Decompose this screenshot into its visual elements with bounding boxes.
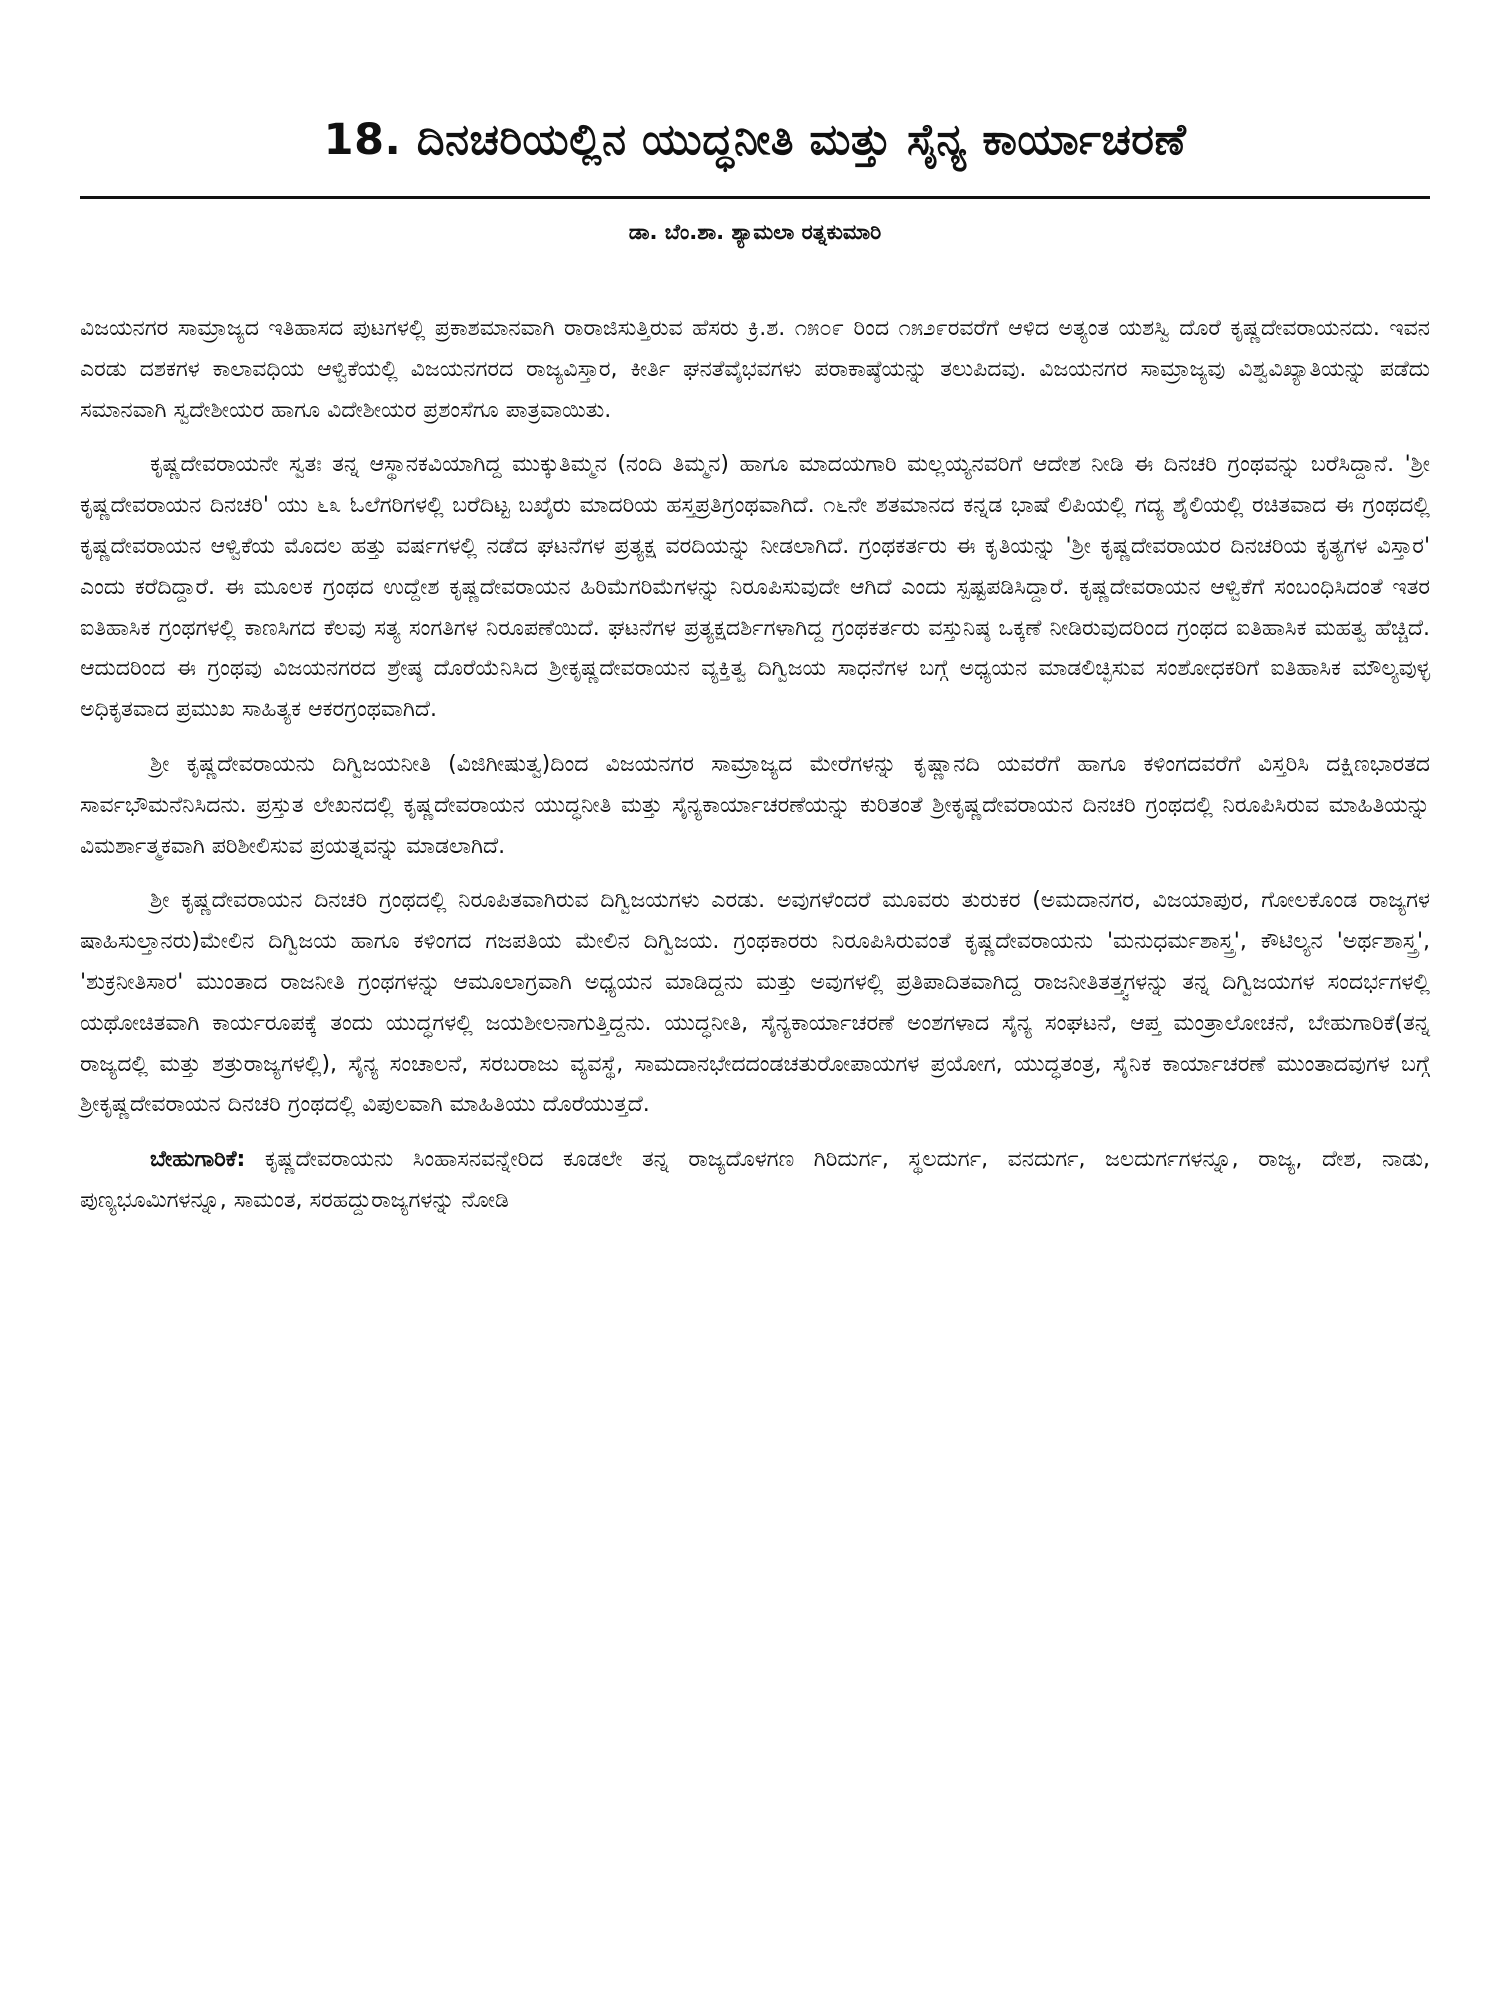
body-paragraph-4: ಶ್ರೀ ಕೃಷ್ಣದೇವರಾಯನ ದಿನಚರಿ ಗ್ರಂಥದಲ್ಲಿ ನಿರೂಪಿತವಾಗಿರುವ ದಿಗ್ವಿಜಯಗಳು ಎರಡು. ಅವುಗಳೆಂದರೆ ಮೂವರು ತುರುಕರ (ಅಮದಾನಗರ, ವಿಜಯಾಪುರ, ಗೋಲಕೊಂಡ ರಾಜ್ಯಗಳ ಷಾಹಿಸುಲ್ತಾನರು)ಮೇಲಿನ ದಿಗ್ವಿಜಯ ಹಾಗೂ ಕಳಿಂಗದ ಗಜಪತಿಯ ಮೇಲಿನ ದಿಗ್ವಿಜಯ. ಗ್ರಂಥಕಾರರು ನಿರೂಪಿಸಿರುವಂತೆ ಕೃಷ್ಣದೇವರಾಯನು 'ಮನುಧರ್ಮಶಾಸ್ತ್ರ', ಕೌಟಿಲ್ಯನ 'ಅರ್ಥಶಾಸ್ತ್ರ', 'ಶುಕ್ರನೀತಿಸಾರ' ಮುಂತಾದ ರಾಜನೀತಿ ಗ್ರಂಥಗಳನ್ನು ಆಮೂಲಾಗ್ರವಾಗಿ ಅಧ್ಯಯನ ಮಾಡಿದ್ದನು ಮತ್ತು ಅವುಗಳಲ್ಲಿ ಪ್ರತಿಪಾದಿತವಾಗಿದ್ದ ರಾಜನೀತಿತತ್ತ್ವಗಳನ್ನು ತನ್ನ ದಿಗ್ವಿಜಯಗಳ ಸಂದರ್ಭಗಳಲ್ಲಿ ಯಥೋಚಿತವಾಗಿ ಕಾರ್ಯರೂಪಕ್ಕೆ ತಂದು ಯುದ್ಧಗಳಲ್ಲಿ ಜಯಶೀಲನಾಗುತ್ತಿದ್ದನು. ಯುದ್ಧನೀತಿ, ಸೈನ್ಯಕಾರ್ಯಾಚರಣೆ ಅಂಶಗಳಾದ ಸೈನ್ಯ ಸಂಘಟನೆ, ಆಪ್ತ ಮಂತ್ರಾಲೋಚನೆ, ಬೇಹುಗಾರಿಕೆ(ತನ್ನ ರಾಜ್ಯದಲ್ಲಿ ಮತ್ತು ಶತ್ರುರಾಜ್ಯಗಳಲ್ಲಿ), ಸೈನ್ಯ ಸಂಚಾಲನೆ, ಸರಬರಾಜು ವ್ಯವಸ್ಥೆ, ಸಾಮದಾನಭೇದದಂಡಚತುರೋಪಾಯಗಳ ಪ್ರಯೋಗ, ಯುದ್ಧತಂತ್ರ, ಸೈನಿಕ ಕಾರ್ಯಾಚರಣೆ ಮುಂತಾದವುಗಳ ಬಗ್ಗೆ ಶ್ರೀಕೃಷ್ಣದೇವರಾಯನ ದಿನಚರಿ ಗ್ರಂಥದಲ್ಲಿ ವಿಪುಲವಾಗಿ ಮಾಹಿತಿಯು ದೊರೆಯುತ್ತದೆ.	[80, 888, 1430, 1118]
article-body	[80, 309, 1430, 1222]
body-paragraph-2: ಕೃಷ್ಣದೇವರಾಯನೇ ಸ್ವತಃ ತನ್ನ ಆಸ್ಥಾನಕವಿಯಾಗಿದ್ದ ಮುಕ್ಕುತಿಮ್ಮನ (ನಂದಿ ತಿಮ್ಮನ) ಹಾಗೂ ಮಾದಯಗಾರಿ ಮಲ್ಲಯ್ಯನವರಿಗೆ ಆದೇಶ ನೀಡಿ ಈ ದಿನಚರಿ ಗ್ರಂಥವನ್ನು ಬರೆಸಿದ್ದಾನೆ. 'ಶ್ರೀ ಕೃಷ್ಣದೇವರಾಯನ ದಿನಚರಿ' ಯು ೬೩ ಓಲೆಗರಿಗಳಲ್ಲಿ ಬರೆದಿಟ್ಟ ಬಖೈರು ಮಾದರಿಯ ಹಸ್ತಪ್ರತಿಗ್ರಂಥವಾಗಿದೆ. ೧೬ನೇ ಶತಮಾನದ ಕನ್ನಡ ಭಾಷೆ ಲಿಪಿಯಲ್ಲಿ ಗದ್ಯ ಶೈಲಿಯಲ್ಲಿ ರಚಿತವಾದ ಈ ಗ್ರಂಥದಲ್ಲಿ ಕೃಷ್ಣದೇವರಾಯನ ಆಳ್ವಿಕೆಯ ಮೊದಲ ಹತ್ತು ವರ್ಷಗಳಲ್ಲಿ ನಡೆದ ಘಟನೆಗಳ ಪ್ರತ್ಯಕ್ಷ ವರದಿಯನ್ನು ನೀಡಲಾಗಿದೆ. ಗ್ರಂಥಕರ್ತರು ಈ ಕೃತಿಯನ್ನು 'ಶ್ರೀ ಕೃಷ್ಣದೇವರಾಯರ ದಿನಚರಿಯ ಕೃತ್ಯಗಳ ವಿಸ್ತಾರ' ಎಂದು ಕರೆದಿದ್ದಾರೆ. ಈ ಮೂಲಕ ಗ್ರಂಥದ ಉದ್ದೇಶ ಕೃಷ್ಣದೇವರಾಯನ ಹಿರಿಮೆಗರಿಮೆಗಳನ್ನು ನಿರೂಪಿಸುವುದೇ ಆಗಿದೆ ಎಂದು ಸ್ಪಷ್ಟಪಡಿಸಿದ್ದಾರೆ. ಕೃಷ್ಣದೇವರಾಯನ ಆಳ್ವಿಕೆಗೆ ಸಂಬಂಧಿಸಿದಂತೆ ಇತರ ಐತಿಹಾಸಿಕ ಗ್ರಂಥಗಳಲ್ಲಿ ಕಾಣಸಿಗದ ಕೆಲವು ಸತ್ಯ ಸಂಗತಿಗಳ ನಿರೂಪಣೆಯಿದೆ. ಘಟನೆಗಳ ಪ್ರತ್ಯಕ್ಷದರ್ಶಿಗಳಾಗಿದ್ದ ಗ್ರಂಥಕರ್ತರು ವಸ್ತುನಿಷ್ಠ ಒಕ್ಕಣೆ ನೀಡಿರುವುದರಿಂದ ಗ್ರಂಥದ ಐತಿಹಾಸಿಕ ಮಹತ್ವ ಹೆಚ್ಚಿದೆ. ಆದುದರಿಂದ ಈ ಗ್ರಂಥವು ವಿಜಯನಗರದ ಶ್ರೇಷ್ಠ ದೊರೆಯೆನಿಸಿದ ಶ್ರೀಕೃಷ್ಣದೇವರಾಯನ ವ್ಯಕ್ತಿತ್ವ ದಿಗ್ವಿಜಯ ಸಾಧನೆಗಳ ಬಗ್ಗೆ ಅಧ್ಯಯನ ಮಾಡಲಿಚ್ಛಿಸುವ ಸಂಶೋಧಕರಿಗೆ ಐತಿಹಾಸಿಕ ಮೌಲ್ಯವುಳ್ಳ ಅಧಿಕೃತವಾದ ಪ್ರಮುಖ ಸಾಹಿತ್ಯಕ ಆಕರಗ್ರಂಥವಾಗಿದೆ.	[80, 452, 1430, 723]
body-paragraph-5	[80, 1140, 1430, 1222]
title-divider	[80, 196, 1430, 199]
section-text: ಕೃಷ್ಣದೇವರಾಯನು ಸಿಂಹಾಸನವನ್ನೇರಿದ ಕೂಡಲೇ ತನ್ನ ರಾಜ್ಯದೊಳಗಣ ಗಿರಿದುರ್ಗ, ಸ್ಥಲದುರ್ಗ, ವನದುರ್ಗ, ಜಲದುರ್ಗಗಳನ್ನೂ, ರಾಜ್ಯ, ದೇಶ, ನಾಡು, ಪುಣ್ಯಭೂಮಿಗಳನ್ನೂ, ಸಾಮಂತ, ಸರಹದ್ದುರಾಜ್ಯಗಳನ್ನು ನೋಡಿ	[80, 1147, 1430, 1213]
article-title: 18. ದಿನಚರಿಯಲ್ಲಿನ ಯುದ್ಧನೀತಿ ಮತ್ತು ಸೈನ್ಯ ಕಾರ್ಯಾಚರಣೆ	[323, 115, 1187, 165]
body-paragraph-1: ವಿಜಯನಗರ ಸಾಮ್ರಾಜ್ಯದ ಇತಿಹಾಸದ ಪುಟಗಳಲ್ಲಿ ಪ್ರಕಾಶಮಾನವಾಗಿ ರಾರಾಜಿಸುತ್ತಿರುವ ಹೆಸರು ಕ್ರಿ.ಶ. ೧೫೦೯ ರಿಂದ ೧೫೨೯ರವರೆಗೆ ಆಳಿದ ಅತ್ಯಂತ ಯಶಸ್ವಿ ದೊರೆ ಕೃಷ್ಣದೇವರಾಯನದು. ಇವನ ಎರಡು ದಶಕಗಳ ಕಾಲಾವಧಿಯ ಆಳ್ವಿಕೆಯಲ್ಲಿ ವಿಜಯನಗರದ ರಾಜ್ಯವಿಸ್ತಾರ, ಕೀರ್ತಿ ಘನತೆವೈಭವಗಳು ಪರಾಕಾಷ್ಠೆಯನ್ನು ತಲುಪಿದವು. ವಿಜಯನಗರ ಸಾಮ್ರಾಜ್ಯವು ವಿಶ್ವವಿಖ್ಯಾತಿಯನ್ನು ಪಡೆದು ಸಮಾನವಾಗಿ ಸ್ವದೇಶೀಯರ ಹಾಗೂ ವಿದೇಶೀಯರ ಪ್ರಶಂಸೆಗೂ ಪಾತ್ರವಾಯಿತು.	[80, 316, 1430, 423]
author-name: ಡಾ. ಬೆಂ.ಶಾ. ಶ್ಯಾಮಲಾ ರತ್ನಕುಮಾರಿ	[628, 220, 882, 244]
body-paragraph-3: ಶ್ರೀ ಕೃಷ್ಣದೇವರಾಯನು ದಿಗ್ವಿಜಯನೀತಿ (ವಿಜಿಗೀಷುತ್ವ)ದಿಂದ ವಿಜಯನಗರ ಸಾಮ್ರಾಜ್ಯದ ಮೇರೆಗಳನ್ನು ಕೃಷ್ಣಾನದಿ ಯವರೆಗೆ ಹಾಗೂ ಕಳಿಂಗದವರೆಗೆ ವಿಸ್ತರಿಸಿ ದಕ್ಷಿಣಭಾರತದ ಸಾರ್ವಭೌಮನೆನಿಸಿದನು. ಪ್ರಸ್ತುತ ಲೇಖನದಲ್ಲಿ ಕೃಷ್ಣದೇವರಾಯನ ಯುದ್ಧನೀತಿ ಮತ್ತು ಸೈನ್ಯಕಾರ್ಯಾಚರಣೆಯನ್ನು ಕುರಿತಂತೆ ಶ್ರೀಕೃಷ್ಣದೇವರಾಯನ ದಿನಚರಿ ಗ್ರಂಥದಲ್ಲಿ ನಿರೂಪಿಸಿರುವ ಮಾಹಿತಿಯನ್ನು ವಿಮರ್ಶಾತ್ಮಕವಾಗಿ ಪರಿಶೀಲಿಸುವ ಪ್ರಯತ್ನವನ್ನು ಮಾಡಲಾಗಿದೆ.	[80, 751, 1430, 859]
section-lead: ಬೇಹುಗಾರಿಕೆ:	[150, 1147, 246, 1173]
